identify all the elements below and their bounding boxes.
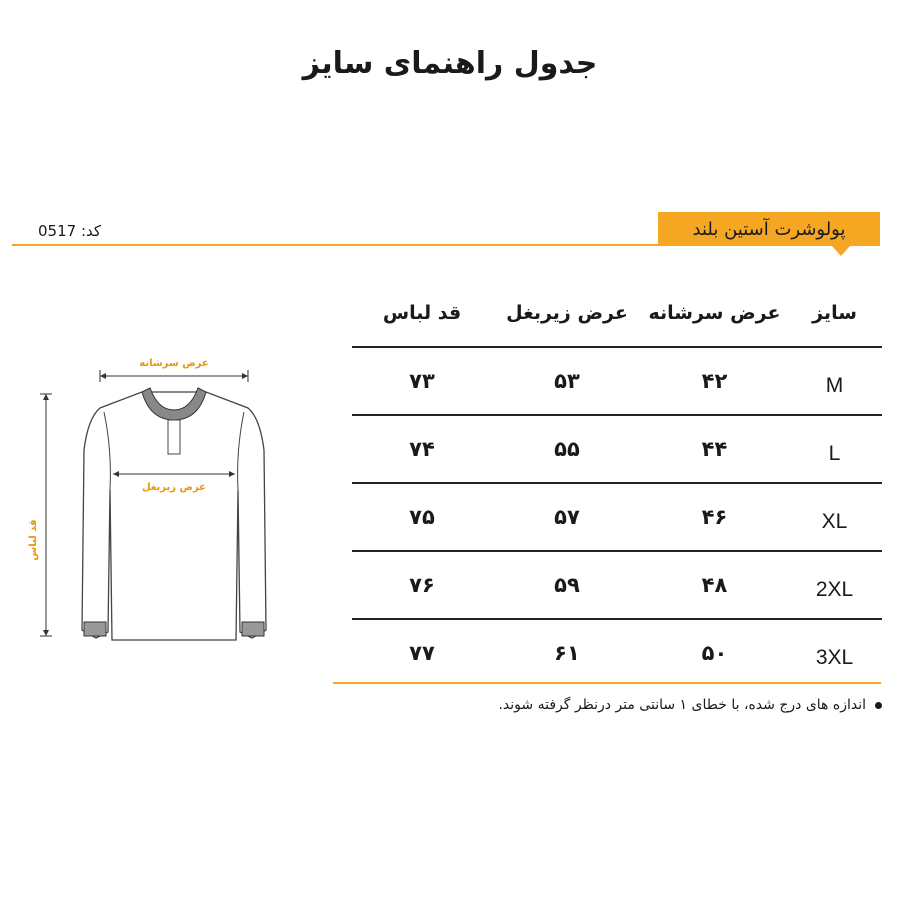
page-title: جدول راهنمای سایز: [302, 46, 598, 81]
table-row: [352, 618, 882, 686]
cell-size: 3XL: [815, 646, 854, 669]
product-name: پولوشرت آستین بلند: [692, 218, 846, 240]
shoulder-arrow-head-left: [100, 373, 106, 379]
cell-length: ۷۶: [409, 573, 435, 597]
cell-size: L: [828, 442, 841, 465]
cell-chest: ۶۱: [554, 641, 580, 665]
table-bottom-divider: [333, 682, 881, 684]
cell-length: ۷۳: [409, 369, 435, 393]
shirt-illustration: [0, 340, 300, 660]
length-label: قد لباس: [28, 519, 39, 561]
shirt-placket: [168, 420, 180, 454]
header-chest: عرض زیربغل: [506, 302, 628, 324]
product-name-tab: [658, 212, 880, 246]
header-length: قد لباس: [382, 302, 462, 324]
cell-length: ۷۵: [409, 505, 435, 529]
table-row: [352, 482, 882, 550]
table-row: [352, 414, 882, 482]
cell-length: ۷۷: [409, 641, 435, 665]
bullet-icon: [875, 702, 882, 709]
header-size: سایز: [812, 302, 857, 324]
shoulder-arrow-head-right: [242, 373, 248, 379]
chest-label: عرض زیربغل: [141, 482, 207, 493]
cell-size: M: [825, 374, 844, 397]
shoulder-label: عرض سرشانه: [139, 358, 209, 369]
note-text: اندازه های درج شده، با خطای ۱ سانتی متر درنظر گرفته شوند.: [498, 697, 866, 713]
shirt-diagram: [0, 340, 300, 660]
cell-chest: ۵۵: [554, 437, 580, 461]
cell-shoulder: ۵۰: [701, 641, 728, 665]
length-arrow-head-top: [43, 394, 49, 400]
table-header: [352, 280, 882, 346]
size-table: [352, 280, 882, 686]
tab-notch: [832, 246, 850, 256]
cell-size: XL: [821, 510, 848, 533]
header-shoulder: عرض سرشانه: [648, 302, 781, 324]
product-code: کد: 0517: [38, 222, 102, 240]
right-cuff: [242, 622, 264, 636]
cell-shoulder: ۴۸: [701, 573, 728, 597]
cell-length: ۷۴: [409, 437, 435, 461]
tolerance-note: [498, 697, 882, 713]
left-cuff: [84, 622, 106, 636]
cell-shoulder: ۴۶: [701, 505, 728, 529]
length-arrow-head-bottom: [43, 630, 49, 636]
cell-size: 2XL: [815, 578, 854, 601]
cell-chest: ۵۷: [554, 505, 580, 529]
cell-shoulder: ۴۴: [701, 437, 728, 461]
table-row: [352, 346, 882, 414]
cell-shoulder: ۴۲: [701, 369, 728, 393]
cell-chest: ۵۳: [554, 369, 580, 393]
table-row: [352, 550, 882, 618]
cell-chest: ۵۹: [554, 573, 580, 597]
